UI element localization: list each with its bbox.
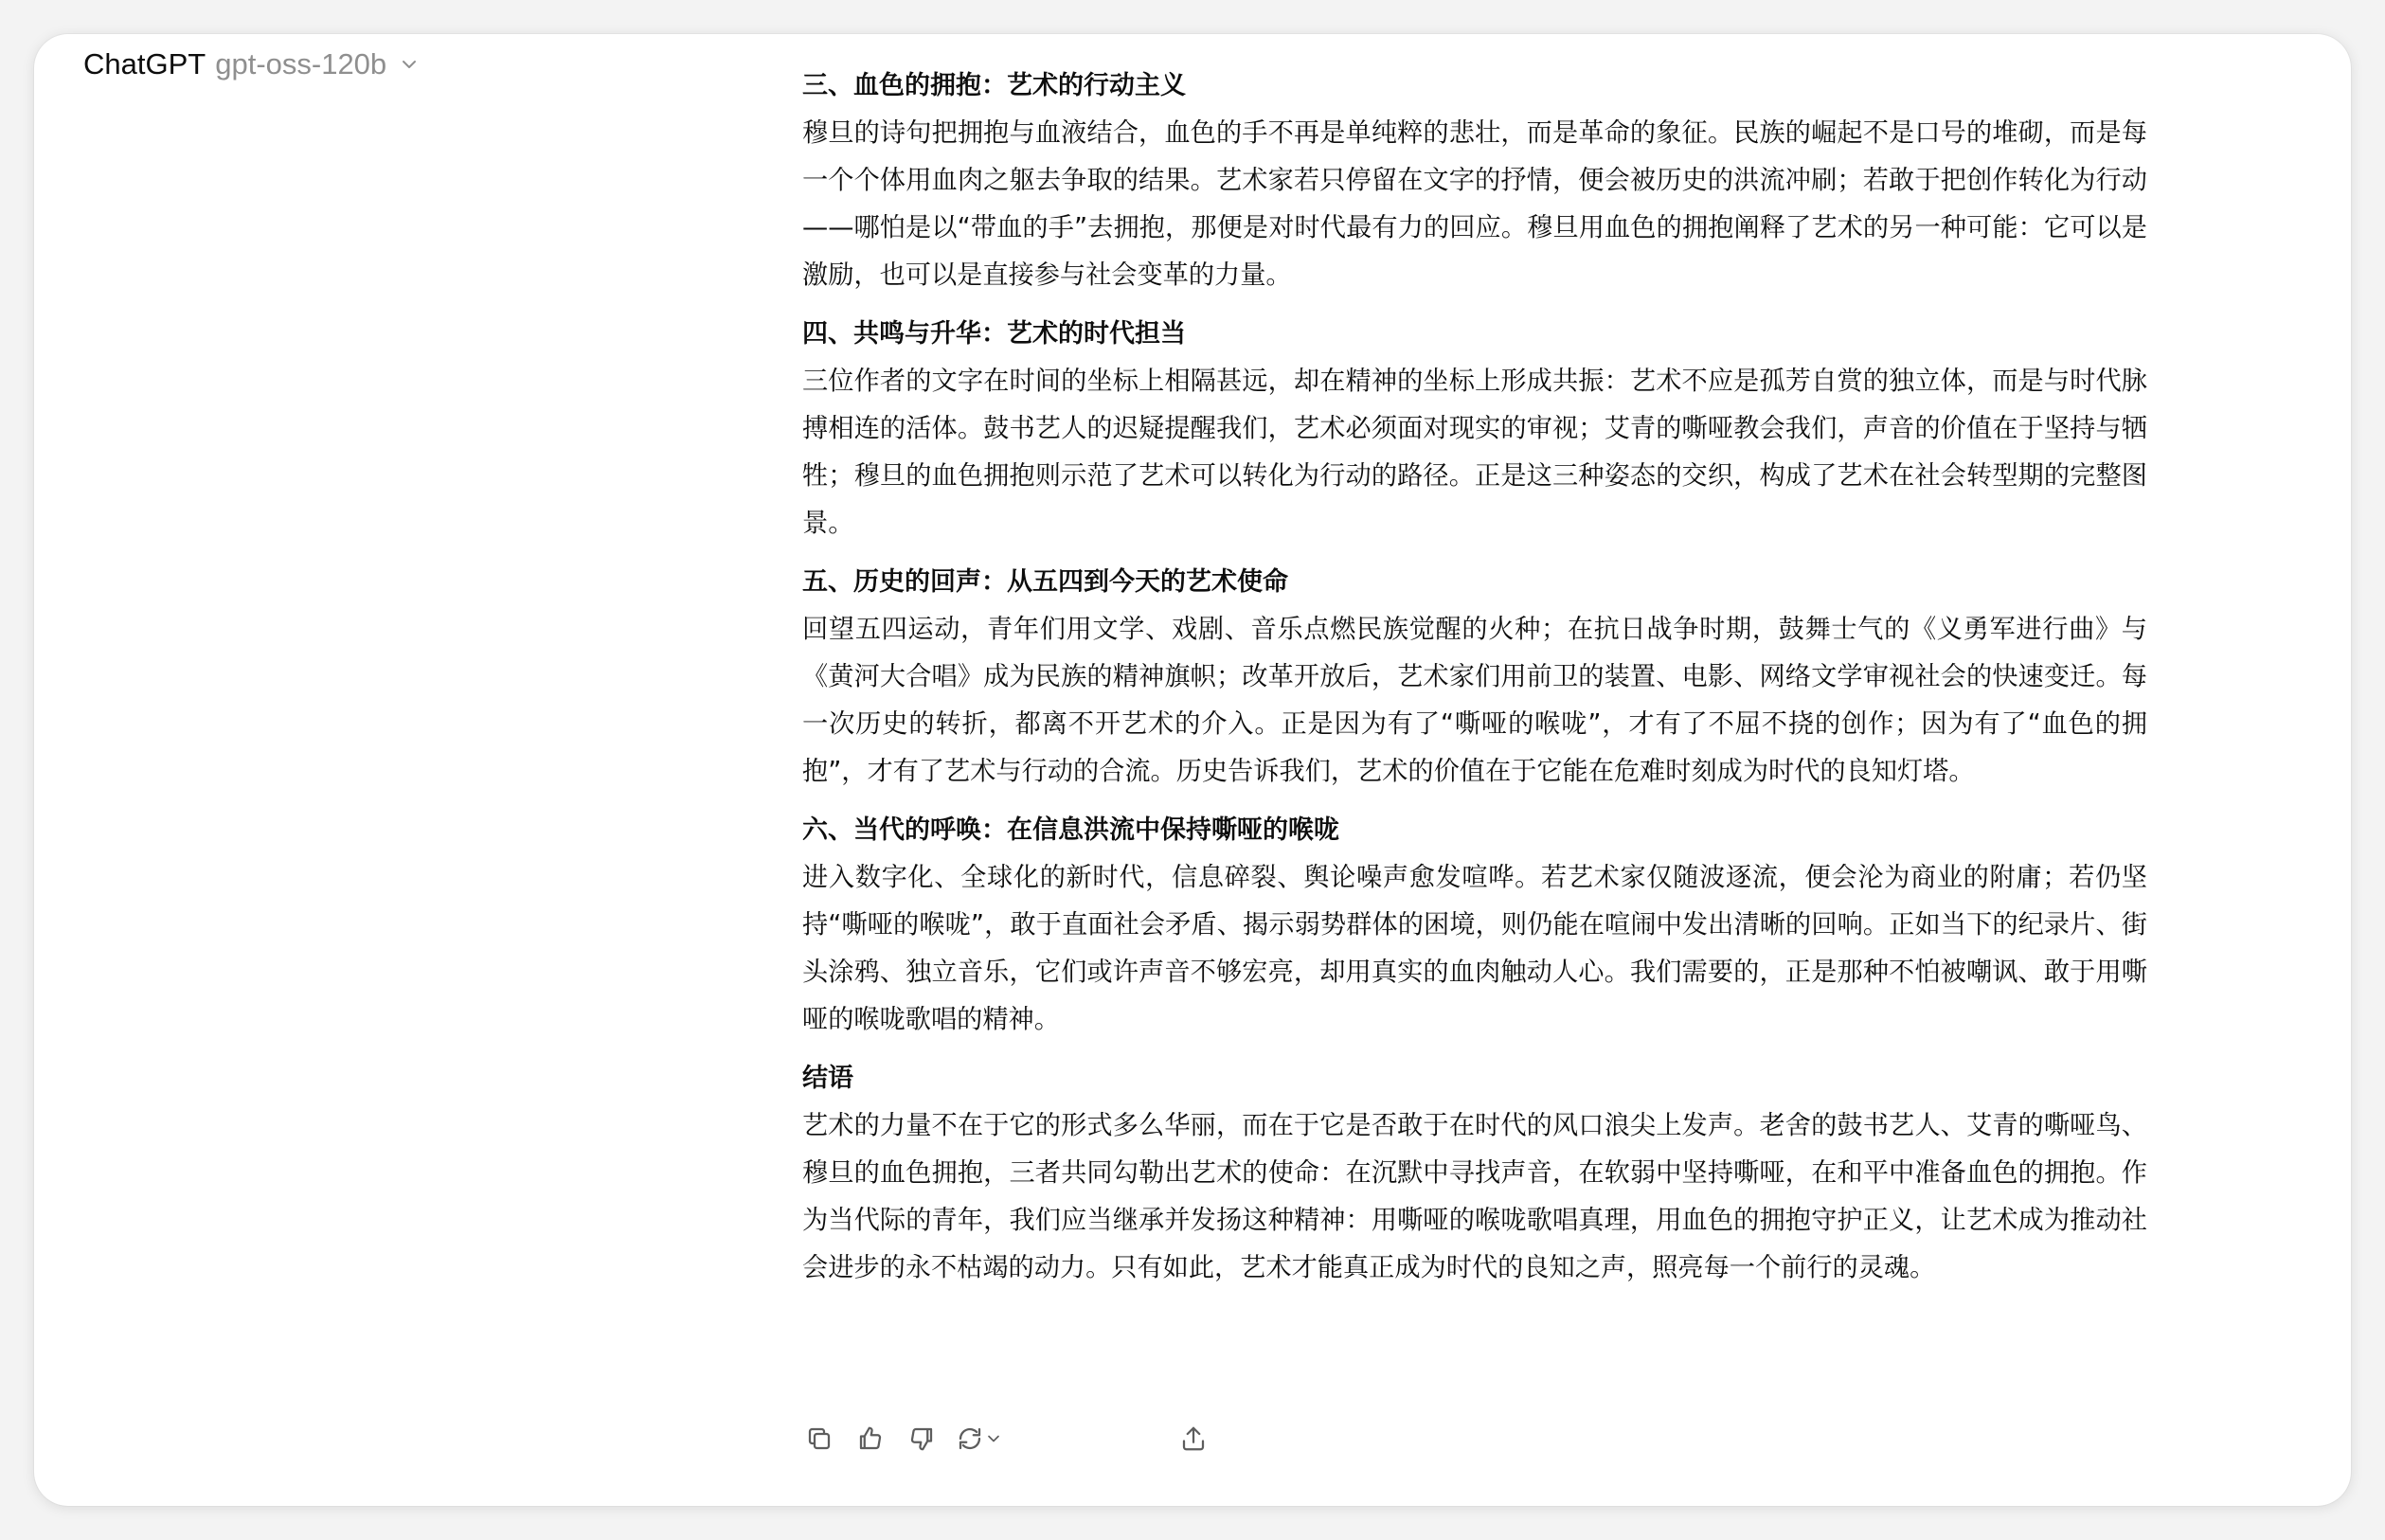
regenerate-icon	[956, 1424, 984, 1453]
section-paragraph: 三位作者的文字在时间的坐标上相隔甚远，却在精神的坐标上形成共振：艺术不应是孤芳自赏的独立体，而是与时代脉搏相连的活体。鼓书艺人的迟疑提醒我们，艺术必须面对现实的审视；艾青的嘶哑教会我们，声音的价值在于坚持与牺牲；穆旦的血色拥抱则示范了艺术可以转化为行动的路径。正是这三种姿态的交织，构成了艺术在社会转型期的完整图景。	[802, 367, 2147, 538]
app-name: ChatGPT	[83, 47, 206, 81]
message-section	[802, 807, 2147, 1044]
share-icon	[1179, 1424, 1208, 1453]
message-section	[802, 311, 2147, 547]
section-heading: 结语	[802, 1064, 853, 1093]
section-heading: 五、历史的回声：从五四到今天的艺术使命	[802, 567, 1288, 597]
copy-icon	[805, 1424, 834, 1453]
section-paragraph: 回望五四运动，青年们用文学、戏剧、音乐点燃民族觉醒的火种；在抗日战争时期，鼓舞士气的《义勇军进行曲》与《黄河大合唱》成为民族的精神旗帜；改革开放后，艺术家们用前卫的装置、电影、网络文学审视社会的快速变迁。每一次历史的转折，都离不开艺术的介入。正是因为有了“嘶哑的喉咙”，才有了不屈不挠的创作；因为有了“血色的拥抱”，才有了艺术与行动的合流。历史告诉我们，艺术的价值在于它能在危难时刻成为时代的良知灯塔。	[802, 615, 2147, 786]
share-button[interactable]	[1176, 1422, 1210, 1456]
chevron-down-icon	[398, 52, 422, 77]
model-selector[interactable]	[83, 38, 422, 91]
chat-window	[34, 34, 2351, 1506]
good-response-button[interactable]	[853, 1422, 888, 1456]
section-heading: 四、共鸣与升华：艺术的时代担当	[802, 319, 1186, 349]
message-section	[802, 1055, 2147, 1292]
message-section	[802, 559, 2147, 796]
section-heading: 六、当代的呼唤：在信息洪流中保持嘶哑的喉咙	[802, 815, 1339, 845]
model-name: gpt-oss-120b	[215, 47, 387, 81]
section-paragraph: 艺术的力量不在于它的形式多么华丽，而在于它是否敢于在时代的风口浪尖上发声。老舍的鼓书艺人、艾青的嘶哑鸟、穆旦的血色拥抱，三者共同勾勒出艺术的使命：在沉默中寻找声音，在软弱中坚持嘶哑，在和平中准备血色的拥抱。作为当代际的青年，我们应当继承并发扬这种精神：用嘶哑的喉咙歌唱真理，用血色的拥抱守护正义，让艺术成为推动社会进步的永不枯竭的动力。只有如此，艺术才能真正成为时代的良知之声，照亮每一个前行的灵魂。	[802, 1111, 2147, 1282]
assistant-message	[802, 63, 2147, 1303]
bad-response-button[interactable]	[905, 1422, 939, 1456]
section-paragraph: 穆旦的诗句把拥抱与血液结合，血色的手不再是单纯粹的悲壮，而是革命的象征。民族的崛起不是口号的堆砌，而是每一个个体用血肉之躯去争取的结果。艺术家若只停留在文字的抒情，便会被历史的洪流冲刷；若敢于把创作转化为行动——哪怕是以“带血的手”去拥抱，那便是对时代最有力的回应。穆旦用血色的拥抱阐释了艺术的另一种可能：它可以是激励，也可以是直接参与社会变革的力量。	[802, 118, 2147, 290]
thumbs-down-icon	[907, 1424, 936, 1453]
thumbs-up-icon	[856, 1424, 885, 1453]
message-actions	[802, 1418, 1228, 1459]
message-section	[802, 63, 2147, 299]
copy-button[interactable]	[802, 1422, 836, 1456]
regenerate-button[interactable]	[956, 1422, 1022, 1456]
section-paragraph: 进入数字化、全球化的新时代，信息碎裂、舆论噪声愈发喧哗。若艺术家仅随波逐流，便会沦为商业的附庸；若仍坚持“嘶哑的喉咙”，敢于直面社会矛盾、揭示弱势群体的困境，则仍能在喧闹中发出清晰的回响。正如当下的纪录片、街头涂鸦、独立音乐，它们或许声音不够宏亮，却用真实的血肉触动人心。我们需要的，正是那种不怕被嘲讽、敢于用嘶哑的喉咙歌唱的精神。	[802, 863, 2147, 1034]
chevron-down-icon	[984, 1429, 1003, 1448]
section-heading: 三、血色的拥抱：艺术的行动主义	[802, 71, 1186, 100]
